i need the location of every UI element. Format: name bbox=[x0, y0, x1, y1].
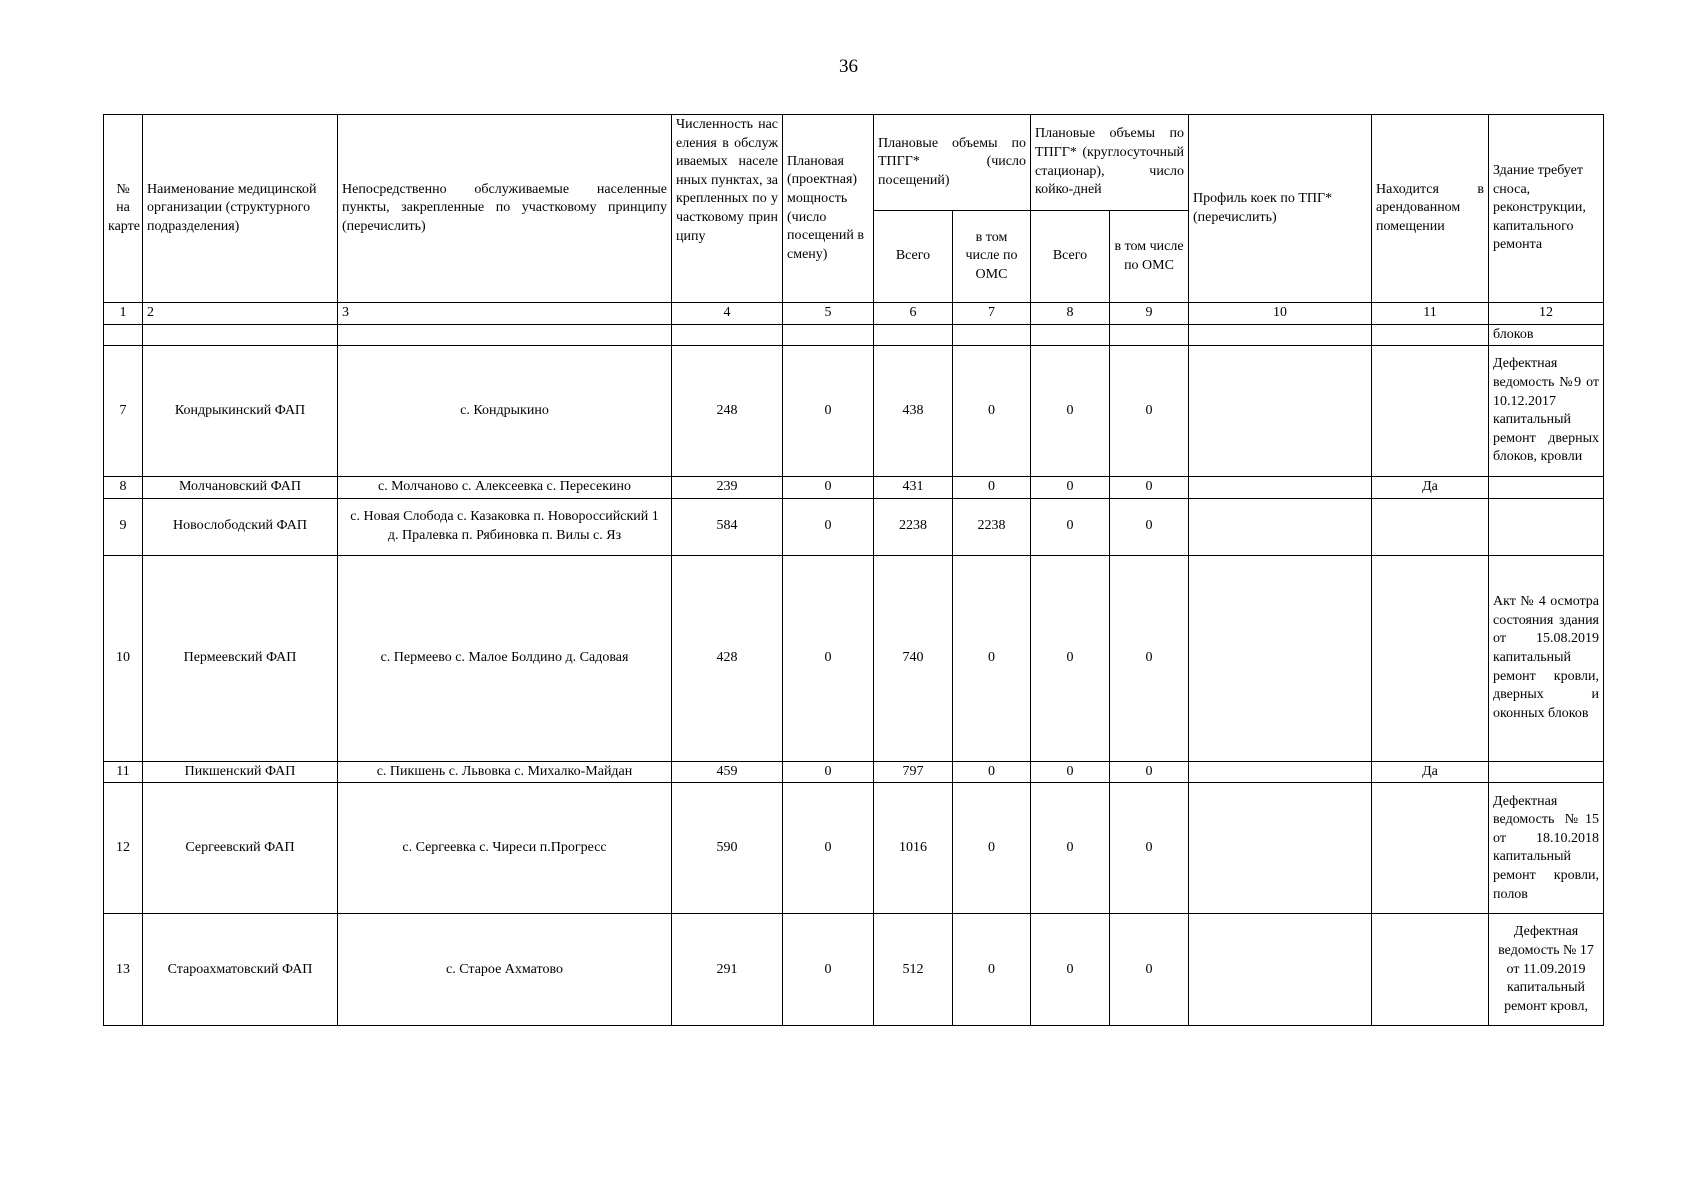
header-col-capacity: Плановая (проектная) мощность (число посещений в смену) bbox=[783, 115, 874, 303]
row-bed-profile bbox=[1189, 761, 1372, 783]
row-repair bbox=[1489, 477, 1604, 499]
row-settlements: с. Пикшень с. Львовка с. Михалко-Майдан bbox=[338, 761, 672, 783]
row-visits-oms: 0 bbox=[953, 783, 1031, 914]
row-visits-total: 740 bbox=[874, 555, 953, 761]
row-settlements: с. Старое Ахматово bbox=[338, 914, 672, 1026]
column-number: 4 bbox=[672, 303, 783, 325]
row-beddays-total: 0 bbox=[1031, 498, 1110, 555]
header-col-population: Численность населения в обслуживаемых населенных пунктах, закрепленных по участковому принципу bbox=[672, 115, 783, 303]
row-bed-profile bbox=[1189, 555, 1372, 761]
column-number: 10 bbox=[1189, 303, 1372, 325]
row-rented: Да bbox=[1372, 477, 1489, 499]
row-visits-total: 512 bbox=[874, 914, 953, 1026]
row-num: 10 bbox=[104, 555, 143, 761]
row-settlements: с. Кондрыкино bbox=[338, 346, 672, 477]
table-row bbox=[104, 346, 1604, 477]
column-number: 12 bbox=[1489, 303, 1604, 325]
row-bed-profile bbox=[1189, 477, 1372, 499]
header-col-repair: Здание требует сноса, реконструкции, капитального ремонта bbox=[1489, 115, 1604, 303]
column-number: 6 bbox=[874, 303, 953, 325]
column-number: 8 bbox=[1031, 303, 1110, 325]
row-rented bbox=[1372, 555, 1489, 761]
table-row bbox=[104, 761, 1604, 783]
row-population: 248 bbox=[672, 346, 783, 477]
header-col-beddays-total: Всего bbox=[1031, 211, 1110, 303]
column-number: 1 bbox=[104, 303, 143, 325]
header-col-beddays: Плановые объемы по ТПГГ* (круглосуточный стационар), число койко-дней bbox=[1031, 115, 1189, 211]
row-visits-oms: 0 bbox=[953, 914, 1031, 1026]
row-num: 9 bbox=[104, 498, 143, 555]
page-number: 36 bbox=[839, 56, 858, 77]
row-beddays-oms: 0 bbox=[1110, 346, 1189, 477]
column-number: 2 bbox=[143, 303, 338, 325]
row-settlements: с. Сергеевка с. Чиреси п.Прогресс bbox=[338, 783, 672, 914]
row-num: 7 bbox=[104, 346, 143, 477]
row-visits-oms: 0 bbox=[953, 346, 1031, 477]
column-number: 7 bbox=[953, 303, 1031, 325]
row-beddays-oms: 0 bbox=[1110, 498, 1189, 555]
row-name: Староахматовский ФАП bbox=[143, 914, 338, 1026]
table-header-row bbox=[104, 115, 1604, 211]
row-rented bbox=[1372, 783, 1489, 914]
column-number: 3 bbox=[338, 303, 672, 325]
row-beddays-total: 0 bbox=[1031, 555, 1110, 761]
column-number: 11 bbox=[1372, 303, 1489, 325]
row-repair: Дефектная ведомость № 17 от 11.09.2019 капитальный ремонт кровл, bbox=[1489, 914, 1604, 1026]
table-row bbox=[104, 783, 1604, 914]
row-beddays-oms: 0 bbox=[1110, 783, 1189, 914]
row-beddays-total: 0 bbox=[1031, 346, 1110, 477]
row-beddays-oms: 0 bbox=[1110, 477, 1189, 499]
row-num: 11 bbox=[104, 761, 143, 783]
row-name: Сергеевский ФАП bbox=[143, 783, 338, 914]
row-capacity: 0 bbox=[783, 477, 874, 499]
row-beddays-oms: 0 bbox=[1110, 914, 1189, 1026]
row-capacity: 0 bbox=[783, 761, 874, 783]
table-row bbox=[104, 914, 1604, 1026]
row-visits-total: 1016 bbox=[874, 783, 953, 914]
row-name: Пикшенский ФАП bbox=[143, 761, 338, 783]
row-population: 590 bbox=[672, 783, 783, 914]
row-repair bbox=[1489, 498, 1604, 555]
header-col-bed-profile: Профиль коек по ТПГ* (перечислить) bbox=[1189, 115, 1372, 303]
row-num: 13 bbox=[104, 914, 143, 1026]
header-col-num: № на карте bbox=[104, 115, 143, 303]
row-repair: Дефектная ведомость №15 от 18.10.2018 капитальный ремонт кровли, полов bbox=[1489, 783, 1604, 914]
column-number: 9 bbox=[1110, 303, 1189, 325]
row-bed-profile bbox=[1189, 346, 1372, 477]
row-capacity: 0 bbox=[783, 498, 874, 555]
row-population: 428 bbox=[672, 555, 783, 761]
continuation-row bbox=[104, 324, 1604, 346]
row-visits-oms: 0 bbox=[953, 477, 1031, 499]
row-rented bbox=[1372, 914, 1489, 1026]
row-beddays-total: 0 bbox=[1031, 783, 1110, 914]
column-numbers-row bbox=[104, 303, 1604, 325]
header-col-visits-total: Всего bbox=[874, 211, 953, 303]
header-col-beddays-oms: в том числе по ОМС bbox=[1110, 211, 1189, 303]
row-capacity: 0 bbox=[783, 914, 874, 1026]
row-repair: Акт № 4 осмотра состояния здания от 15.08.2019 капитальный ремонт кровли, дверных и оконных блоков bbox=[1489, 555, 1604, 761]
row-visits-oms: 0 bbox=[953, 555, 1031, 761]
row-settlements: с. Молчаново с. Алексеевка с. Пересекино bbox=[338, 477, 672, 499]
header-col-settlements: Непосредственно обслуживаемые населенные пункты, закрепленные по участковому принципу (перечислить) bbox=[338, 115, 672, 303]
row-visits-total: 431 bbox=[874, 477, 953, 499]
row-visits-oms: 2238 bbox=[953, 498, 1031, 555]
header-col-rented: Находится в арендованном помещении bbox=[1372, 115, 1489, 303]
row-population: 239 bbox=[672, 477, 783, 499]
row-visits-oms: 0 bbox=[953, 761, 1031, 783]
row-population: 584 bbox=[672, 498, 783, 555]
facilities-table bbox=[103, 114, 1604, 1026]
row-name: Молчановский ФАП bbox=[143, 477, 338, 499]
table-row bbox=[104, 498, 1604, 555]
row-population: 459 bbox=[672, 761, 783, 783]
row-bed-profile bbox=[1189, 783, 1372, 914]
row-beddays-oms: 0 bbox=[1110, 555, 1189, 761]
row-name: Пермеевский ФАП bbox=[143, 555, 338, 761]
row-visits-total: 438 bbox=[874, 346, 953, 477]
row-num: 8 bbox=[104, 477, 143, 499]
row-capacity: 0 bbox=[783, 783, 874, 914]
row-visits-total: 797 bbox=[874, 761, 953, 783]
row-visits-total: 2238 bbox=[874, 498, 953, 555]
row-rented bbox=[1372, 346, 1489, 477]
header-col-visits-oms: в том числе по ОМС bbox=[953, 211, 1031, 303]
table-row bbox=[104, 477, 1604, 499]
row-repair bbox=[1489, 761, 1604, 783]
row-beddays-total: 0 bbox=[1031, 914, 1110, 1026]
row-beddays-total: 0 bbox=[1031, 761, 1110, 783]
row-rented bbox=[1372, 498, 1489, 555]
header-col-visits: Плановые объемы по ТПГГ* (число посещений) bbox=[874, 115, 1031, 211]
row-name: Новослободский ФАП bbox=[143, 498, 338, 555]
row-beddays-oms: 0 bbox=[1110, 761, 1189, 783]
row-bed-profile bbox=[1189, 914, 1372, 1026]
row-capacity: 0 bbox=[783, 346, 874, 477]
column-number: 5 bbox=[783, 303, 874, 325]
row-repair: Дефектная ведомость №9 от 10.12.2017 капитальный ремонт дверных блоков, кровли bbox=[1489, 346, 1604, 477]
row-settlements: с. Новая Слобода с. Казаковка п. Новороссийский 1 д. Пралевка п. Рябиновка п. Вилы с. Яз bbox=[338, 498, 672, 555]
row-capacity: 0 bbox=[783, 555, 874, 761]
row-settlements: с. Пермеево с. Малое Болдино д. Садовая bbox=[338, 555, 672, 761]
row-rented: Да bbox=[1372, 761, 1489, 783]
row-num: 12 bbox=[104, 783, 143, 914]
header-col-name: Наименование медицинской организации (структурного подразделения) bbox=[143, 115, 338, 303]
continuation-repair-cell: блоков bbox=[1489, 324, 1604, 346]
table-row bbox=[104, 555, 1604, 761]
row-bed-profile bbox=[1189, 498, 1372, 555]
row-beddays-total: 0 bbox=[1031, 477, 1110, 499]
row-population: 291 bbox=[672, 914, 783, 1026]
row-name: Кондрыкинский ФАП bbox=[143, 346, 338, 477]
